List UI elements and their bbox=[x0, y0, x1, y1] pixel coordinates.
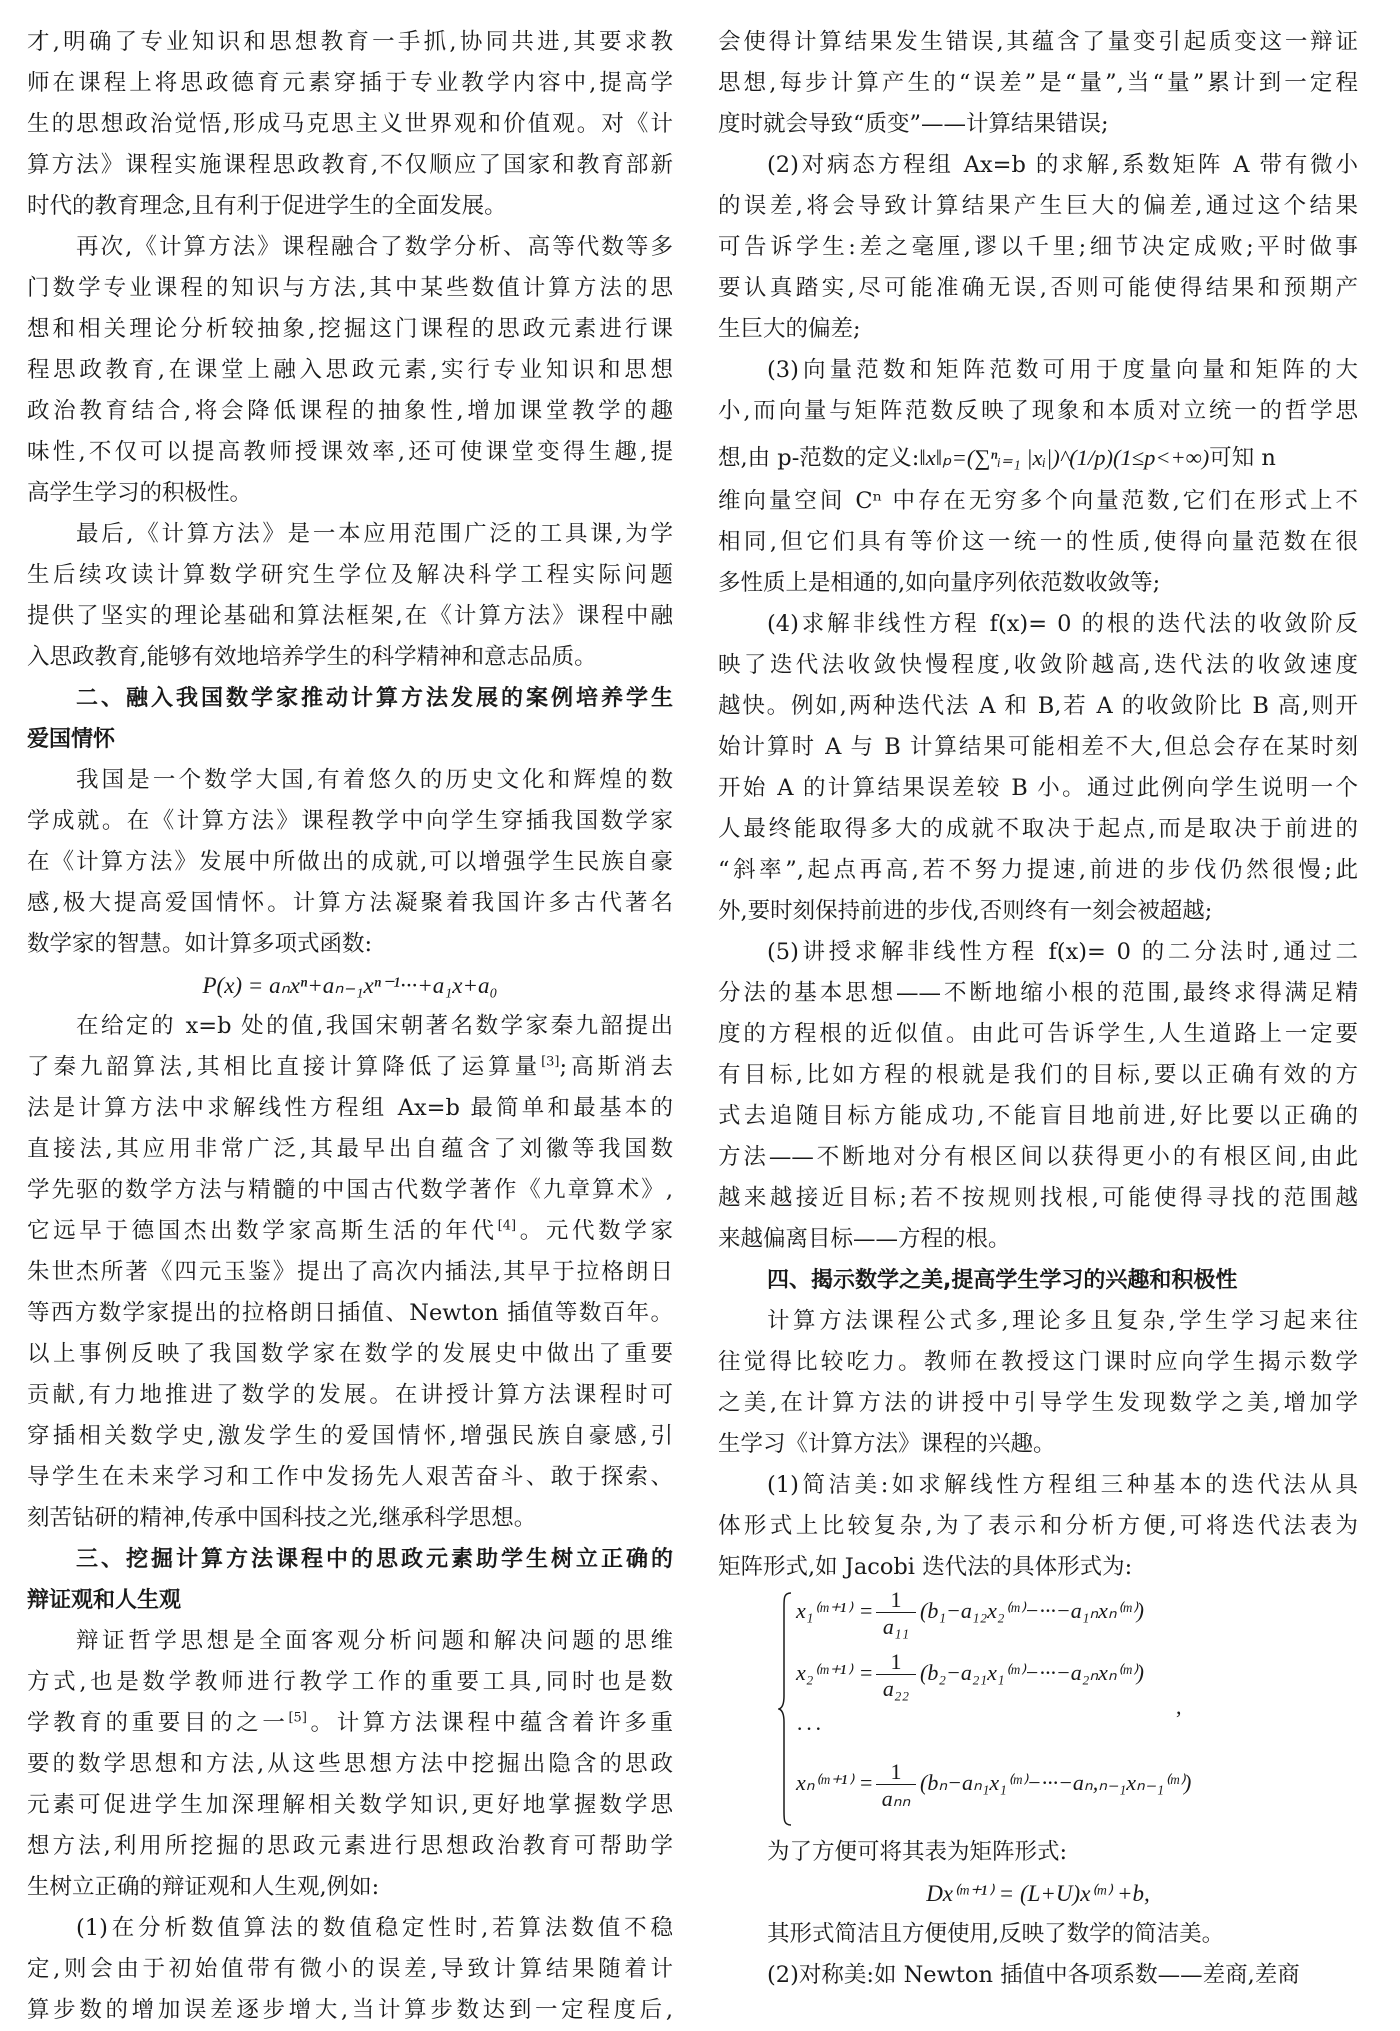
text-line: 生学习《计算方法》课程的兴趣。 bbox=[718, 1431, 1056, 1457]
text-line: 方式,也是数学教师进行教学工作的重要工具,同时也是数 bbox=[27, 1669, 673, 1695]
text-line: 刻苦钻研的精神,传承中国科技之光,继承科学思想。 bbox=[27, 1505, 537, 1531]
text-line: 直接法,其应用非常广泛,其最早出自蕴含了刘徽等我国数 bbox=[27, 1136, 673, 1162]
text-segment: 。计算方法课程中蕴含着许多重 bbox=[306, 1710, 673, 1736]
text-line: 思想,每步计算产生的“误差”是“量”,当“量”累计到一定程 bbox=[718, 70, 1358, 96]
section-heading-2-cont: 爱国情怀 bbox=[27, 727, 116, 752]
text-line: 导学生在未来学习和工作中发扬先人艰苦奋斗、敢于探索、 bbox=[27, 1464, 673, 1490]
text-line: 会使得计算结果发生错误,其蕴含了量变引起质变这一辩证 bbox=[718, 29, 1358, 55]
fraction bbox=[876, 1588, 916, 1639]
text-line: 学成就。在《计算方法》课程教学中向学生穿插我国数学家 bbox=[27, 808, 673, 834]
numerator: 1 bbox=[876, 1588, 916, 1613]
text-line: 贡献,有力地推进了数学的发展。在讲授计算方法课程时可 bbox=[27, 1382, 673, 1408]
paragraph-start: 在给定的 x=b 处的值,我国宋朝著名数学家秦九韶提出 bbox=[76, 1013, 673, 1039]
left-brace-icon bbox=[778, 1592, 792, 1826]
text-segment: 。元代数学家 bbox=[516, 1218, 673, 1244]
text-line: 程思政教育,在课堂上融入思政元素,实行专业知识和思想 bbox=[27, 357, 673, 383]
text-line bbox=[27, 1703, 673, 1744]
text-line: 映了迭代法收敛快慢程度,收敛阶越高,迭代法的收敛速度 bbox=[718, 652, 1358, 678]
denominator: a₁₁ bbox=[882, 1614, 910, 1639]
text-line: 多性质上是相通的,如向量序列依范数收敛等; bbox=[718, 570, 1161, 596]
trailing-comma: , bbox=[1176, 1694, 1182, 1719]
text-line: 穿插相关数学史,激发学生的爱国情怀,增强民族自豪感,引 bbox=[27, 1423, 673, 1449]
text-line: 学先驱的数学方法与精髓的中国古代数学著作《九章算术》, bbox=[27, 1177, 673, 1203]
text-line: 算方法》课程实施课程思政教育,不仅顺应了国家和教育部新 bbox=[27, 152, 673, 178]
text-segment: 它远早于德国杰出数学家高斯生活的年代 bbox=[27, 1218, 498, 1244]
ellipsis: ··· bbox=[796, 1716, 824, 1741]
text-line: 师在课程上将思政德育元素穿插于专业教学内容中,提高学 bbox=[27, 70, 673, 96]
text-line: 为了方便可将其表为矩阵形式: bbox=[767, 1839, 1068, 1865]
paragraph-start: 辩证哲学思想是全面客观分析问题和解决问题的思维 bbox=[76, 1628, 673, 1654]
text-line: 开始 A 的计算结果误差较 B 小。通过此例向学生说明一个 bbox=[718, 775, 1358, 801]
text-line: 方法——不断地对分有根区间以获得更小的有根区间,由此 bbox=[718, 1144, 1358, 1170]
text-line: 提供了坚实的理论基础和算法框架,在《计算方法》课程中融 bbox=[27, 603, 673, 629]
text-line: 度时就会导致“质变”——计算结果错误; bbox=[718, 111, 1109, 137]
paragraph-start: 最后,《计算方法》是一本应用范围广泛的工具课,为学 bbox=[76, 521, 673, 547]
text-line: 之美,在计算方法的讲授中引导学生发现数学之美,增加学 bbox=[718, 1390, 1358, 1416]
section-heading-2: 二、融入我国数学家推动计算方法发展的案例培养学生 bbox=[76, 686, 673, 711]
section-heading-4: 四、揭示数学之美,提高学生学习的兴趣和积极性 bbox=[767, 1268, 1238, 1293]
paragraph-start: (1)在分析数值算法的数值稳定性时,若算法数值不稳 bbox=[76, 1915, 673, 1941]
paragraph-start: (3)向量范数和矩阵范数可用于度量向量和矩阵的大 bbox=[767, 357, 1358, 383]
equation-rhs: (b₁−a₁₂x₂⁽ᵐ⁾−···−a₁ₙxₙ⁽ᵐ⁾) bbox=[920, 1598, 1144, 1623]
text-line bbox=[718, 432, 1358, 481]
text-line: 矩阵形式,如 Jacobi 迭代法的具体形式为: bbox=[718, 1554, 1133, 1580]
text-line bbox=[27, 1047, 673, 1088]
text-line: 味性,不仅可以提高教师授课效率,还可使课堂变得生趣,提 bbox=[27, 439, 673, 465]
numerator: 1 bbox=[876, 1650, 916, 1675]
text-line: 才,明确了专业知识和思想教育一手抓,协同共进,其要求教 bbox=[27, 29, 673, 55]
equation-lhs: xₙ⁽ᵐ⁺¹⁾ bbox=[796, 1770, 853, 1795]
text-segment: 可知 n bbox=[1209, 445, 1276, 471]
paragraph-start: (5)讲授求解非线性方程 f(x)= 0 的二分法时,通过二 bbox=[767, 939, 1358, 965]
paragraph-start: (4)求解非线性方程 f(x)= 0 的根的迭代法的收敛阶反 bbox=[767, 611, 1358, 637]
text-line: 高学生学习的积极性。 bbox=[27, 480, 253, 506]
text-line: 越来越接近目标;若不按规则找根,可能使得寻找的范围越 bbox=[718, 1185, 1358, 1211]
text-line: 元素可促进学生加深理解相关数学知识,更好地掌握数学思 bbox=[27, 1792, 673, 1818]
fraction bbox=[876, 1650, 916, 1701]
text-line: 有目标,比如方程的根就是我们的目标,要以正确有效的方 bbox=[718, 1062, 1358, 1088]
text-line: 以上事例反映了我国数学家在数学的发展史中做出了重要 bbox=[27, 1341, 673, 1367]
text-line: 生树立正确的辩证观和人生观,例如: bbox=[27, 1874, 380, 1900]
citation: [3] bbox=[541, 1054, 560, 1070]
paragraph-start: (2)对病态方程组 Ax=b 的求解,系数矩阵 A 带有微小 bbox=[767, 152, 1358, 178]
text-line: 感,极大提高爱国情怀。计算方法凝聚着我国许多古代著名 bbox=[27, 890, 673, 916]
text-line: 其形式简洁且方便使用,反映了数学的简洁美。 bbox=[767, 1921, 1225, 1947]
equals-sign: = bbox=[860, 1660, 873, 1685]
text-line: 朱世杰所著《四元玉鉴》提出了高次内插法,其早于拉格朗日 bbox=[27, 1259, 673, 1285]
text-line: 分法的基本思想——不断地缩小根的范围,最终求得满足精 bbox=[718, 980, 1358, 1006]
text-line: 在《计算方法》发展中所做出的成就,可以增强学生民族自豪 bbox=[27, 849, 673, 875]
equation-lhs: x₁⁽ᵐ⁺¹⁾ bbox=[796, 1598, 852, 1623]
fraction bbox=[876, 1760, 916, 1811]
right-column bbox=[718, 22, 1358, 1996]
equation-rhs: (bₙ−aₙ₁x₁⁽ᵐ⁾−···−aₙ,ₙ₋₁xₙ₋₁⁽ᵐ⁾) bbox=[920, 1770, 1192, 1795]
text-line: 门数学专业课程的知识与方法,其中某些数值计算方法的思 bbox=[27, 275, 673, 301]
text-line: 数学家的智慧。如计算多项式函数: bbox=[27, 931, 373, 957]
numerator: 1 bbox=[876, 1760, 916, 1785]
text-line: 要的数学思想和方法,从这些思想方法中挖掘出隐含的思政 bbox=[27, 1751, 673, 1777]
paragraph-start: 计算方法课程公式多,理论多且复杂,学生学习起来往 bbox=[767, 1308, 1358, 1334]
text-line: 要认真踏实,尽可能准确无误,否则可能使得结果和预期产 bbox=[718, 275, 1358, 301]
text-line: “斜率”,起点再高,若不努力提速,前进的步伐仍然很慢;此 bbox=[718, 857, 1358, 883]
text-line: 法是计算方法中求解线性方程组 Ax=b 最简单和最基本的 bbox=[27, 1095, 673, 1121]
citation: [5] bbox=[288, 1710, 307, 1726]
matrix-form-formula: Dx⁽ᵐ⁺¹⁾ = (L+U)x⁽ᵐ⁾ +b, bbox=[926, 1881, 1150, 1906]
text-line: 想方法,利用所挖掘的思政元素进行思想政治教育可帮助学 bbox=[27, 1833, 673, 1859]
text-line: 往觉得比较吃力。教师在教授这门课时应向学生揭示数学 bbox=[718, 1349, 1358, 1375]
text-line: 维向量空间 Cⁿ 中存在无穷多个向量范数,它们在形式上不 bbox=[718, 488, 1358, 514]
text-line: 生巨大的偏差; bbox=[718, 316, 861, 342]
text-line: 度的方程根的近似值。由此可告诉学生,人生道路上一定要 bbox=[718, 1021, 1358, 1047]
jacobi-system bbox=[778, 1588, 1358, 1832]
text-segment: 学教育的重要目的之一 bbox=[27, 1710, 289, 1736]
p-norm-formula: ‖x‖ₚ=(∑ⁿᵢ₌₁ |xᵢ|)^(1/p)(1≤p<+∞) bbox=[919, 445, 1210, 470]
text-line: 时代的教育理念,且有利于促进学生的全面发展。 bbox=[27, 193, 507, 219]
text-line: 想和相关理论分析较抽象,挖掘这门课程的思政元素进行课 bbox=[27, 316, 673, 342]
section-heading-3: 三、挖掘计算方法课程中的思政元素助学生树立正确的 bbox=[76, 1547, 673, 1572]
text-line: 始计算时 A 与 B 计算结果可能相差不大,但总会存在某时刻 bbox=[718, 734, 1358, 760]
text-line: 越快。例如,两种迭代法 A 和 B,若 A 的收敛阶比 B 高,则开 bbox=[718, 693, 1358, 719]
text-segment: 了秦九韶算法,其相比直接计算降低了运算量 bbox=[27, 1054, 542, 1080]
text-line: 小,而向量与矩阵范数反映了现象和本质对立统一的哲学思 bbox=[718, 398, 1358, 424]
text-line bbox=[27, 1211, 673, 1252]
paragraph-start: (1)简洁美:如求解线性方程组三种基本的迭代法从具 bbox=[767, 1472, 1358, 1498]
text-line: 入思政教育,能够有效地培养学生的科学精神和意志品质。 bbox=[27, 644, 597, 670]
paragraph-start: 再次,《计算方法》课程融合了数学分析、高等代数等多 bbox=[76, 234, 673, 260]
text-segment: ;高斯消去 bbox=[559, 1054, 673, 1080]
equals-sign: = bbox=[860, 1598, 873, 1623]
citation: [4] bbox=[497, 1218, 517, 1234]
denominator: aₙₙ bbox=[881, 1786, 911, 1811]
left-column bbox=[27, 22, 673, 2031]
text-segment: 想,由 p-范数的定义: bbox=[718, 445, 920, 471]
paragraph-start: 我国是一个数学大国,有着悠久的历史文化和辉煌的数 bbox=[76, 767, 673, 793]
text-line: 可告诉学生:差之毫厘,谬以千里;细节决定成败;平时做事 bbox=[718, 234, 1358, 260]
text-line: 生后续攻读计算数学研究生学位及解决科学工程实际问题 bbox=[27, 562, 673, 588]
text-line: 式去追随目标方能成功,不能盲目地前进,好比要以正确的 bbox=[718, 1103, 1358, 1129]
section-heading-3-cont: 辩证观和人生观 bbox=[27, 1588, 182, 1613]
text-line: (2)对称美:如 Newton 插值中各项系数——差商,差商 bbox=[767, 1962, 1300, 1988]
equation-rhs: (b₂−a₂₁x₁⁽ᵐ⁾−···−a₂ₙxₙ⁽ᵐ⁾) bbox=[920, 1660, 1144, 1685]
text-line: 政治教育结合,将会降低课程的抽象性,增加课堂教学的趣 bbox=[27, 398, 673, 424]
text-line: 生的思想政治觉悟,形成马克思主义世界观和价值观。对《计 bbox=[27, 111, 673, 137]
text-line: 定,则会由于初始值带有微小的误差,导致计算结果随着计 bbox=[27, 1956, 673, 1982]
polynomial-formula: P(x) = aₙxⁿ+aₙ₋₁xⁿ⁻¹···+a₁x+a₀ bbox=[202, 973, 498, 998]
denominator: a₂₂ bbox=[882, 1676, 910, 1701]
text-line: 的误差,将会导致计算结果产生巨大的偏差,通过这个结果 bbox=[718, 193, 1358, 219]
text-line: 相同,但它们具有等价这一统一的性质,使得向量范数在很 bbox=[718, 529, 1358, 555]
equation-lhs: x₂⁽ᵐ⁺¹⁾ bbox=[796, 1660, 852, 1685]
text-line: 人最终能取得多大的成就不取决于起点,而是取决于前进的 bbox=[718, 816, 1358, 842]
text-line: 等西方数学家提出的拉格朗日插值、Newton 插值等数百年。 bbox=[27, 1300, 673, 1326]
text-line: 算步数的增加误差逐步增大,当计算步数达到一定程度后, bbox=[27, 1997, 673, 2023]
equals-sign: = bbox=[860, 1770, 873, 1795]
text-line: 体形式上比较复杂,为了表示和分析方便,可将迭代法表为 bbox=[718, 1513, 1358, 1539]
text-line: 来越偏离目标——方程的根。 bbox=[718, 1226, 1011, 1252]
text-line: 外,要时刻保持前进的步伐,否则终有一刻会被超越; bbox=[718, 898, 1213, 924]
